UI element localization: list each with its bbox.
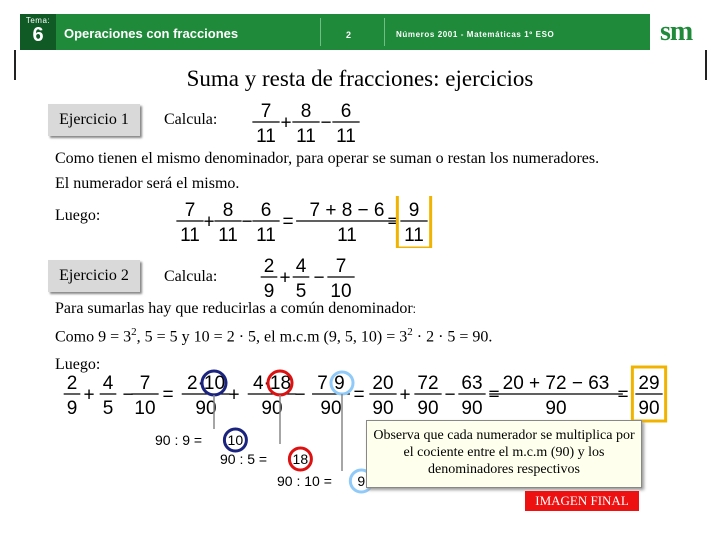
quotient-text: 90 : 5 = (220, 451, 268, 467)
fraction-numerator: 4·18 (252, 373, 292, 394)
fraction-denominator: 90 (372, 398, 394, 419)
page-number: 2 (346, 30, 352, 40)
header-title: Operaciones con fracciones (64, 26, 239, 41)
operator: + (280, 112, 292, 134)
operator: + (203, 211, 215, 233)
fraction-denominator: 90 (195, 398, 217, 419)
fraction-denominator: 90 (320, 398, 342, 419)
exercise1-label: Ejercicio 1 (48, 104, 140, 136)
fraction-numerator: 9 (408, 200, 420, 221)
fraction-numerator: 4 (295, 256, 307, 277)
header-separator (384, 18, 385, 46)
book-title: Números 2001 - Matemáticas 1º ESO (396, 30, 555, 39)
exercise2-line2-exp2: 2 (407, 326, 413, 338)
fraction-numerator: 72 (417, 373, 439, 394)
exercise2-line2-c: · 2 · 5 = 90. (412, 328, 493, 346)
quotient-value: 18 (292, 451, 309, 467)
fraction-numerator: 8 (300, 101, 312, 122)
fraction-denominator: 11 (337, 225, 357, 246)
operator: = (282, 211, 294, 233)
fraction-numerator: 7 (260, 101, 272, 122)
fraction-denominator: 11 (296, 126, 316, 144)
quotient-value: 10 (227, 432, 244, 448)
exercise2-line2 (55, 326, 492, 346)
fraction-denominator: 11 (256, 225, 276, 246)
exercise2-line2-exp1: 2 (131, 326, 137, 338)
explanation-note: Observa que cada numerador se multiplica por el cociente entre el m.c.m (90) y los denominadores respectivos (366, 420, 642, 488)
fraction-numerator: 20 + 72 − 63 (502, 373, 610, 394)
fraction-numerator: 6 (340, 101, 352, 122)
operator: − (122, 384, 134, 406)
fraction-denominator: 11 (404, 225, 424, 246)
fraction-denominator: 9 (66, 398, 78, 419)
fraction-numerator: 2 (263, 256, 275, 277)
operator: = (387, 211, 399, 233)
fraction-denominator: 11 (256, 126, 276, 144)
exercise1-expression (248, 98, 378, 144)
fraction-numerator: 6 (260, 200, 272, 221)
fraction-denominator: 90 (261, 398, 283, 419)
operator: − (444, 384, 456, 406)
fraction-denominator: 10 (330, 281, 352, 301)
operator: + (399, 384, 411, 406)
exercise2-label: Ejercicio 2 (48, 260, 140, 292)
operator: + (228, 384, 240, 406)
operator: = (617, 384, 629, 406)
operator: = (488, 384, 500, 406)
fraction-denominator: 90 (545, 398, 567, 419)
exercise2-prompt: Calcula: (164, 268, 218, 285)
quotient-text: 90 : 10 = (277, 473, 332, 489)
quotient-value: 9 (357, 473, 366, 489)
exercise1-explanation-line2: El numerador será el mismo. (55, 175, 240, 192)
tema-number: 6 (32, 24, 44, 46)
fraction-denominator: 9 (263, 281, 275, 301)
fraction-denominator: 10 (134, 398, 156, 419)
exercise2-line2-a: Como 9 = 3 (55, 328, 132, 346)
fraction-numerator: 2 (66, 373, 78, 394)
fraction-numerator: 2·10 (186, 373, 226, 394)
fraction-numerator: 7 (139, 373, 151, 394)
operator: − (241, 211, 253, 233)
fraction-numerator: 29 (638, 373, 660, 394)
exercise2-line1-text: Para sumarlas hay que reducirlas a común denominador (55, 300, 413, 317)
operator: − (320, 112, 332, 134)
tema-badge (20, 14, 56, 50)
exercise1-luego: Luego: (55, 207, 101, 224)
fraction-numerator: 7 (184, 200, 196, 221)
exercise2-expression (255, 255, 365, 301)
fraction-numerator: 7·9 (317, 373, 345, 394)
exercise1-solution (172, 196, 442, 248)
fraction-denominator: 90 (638, 398, 660, 419)
exercise2-line1 (55, 300, 416, 318)
tema-label: Tema: (25, 16, 51, 25)
operator: = (353, 384, 365, 406)
fraction-numerator: 4 (102, 373, 114, 394)
exercise1-explanation-line1: Como tienen el mismo denominador, para operar se suman o restan los numeradores. (55, 150, 600, 167)
exercise2-line1-colon: : (412, 302, 416, 316)
exercise1-prompt: Calcula: (164, 111, 218, 128)
operator: + (279, 267, 291, 289)
exercise2-line2-b: , 5 = 5 y 10 = 2 · 5, el m.c.m (9, 5, 10) = 3 (136, 328, 408, 346)
page-title: Suma y resta de fracciones: ejercicios (186, 66, 534, 91)
exercise2-luego: Luego: (55, 356, 101, 373)
sm-logo: sm (660, 16, 693, 47)
fraction-denominator: 11 (180, 225, 200, 246)
operator: − (294, 384, 306, 406)
operator: = (162, 384, 174, 406)
fraction-denominator: 90 (417, 398, 439, 419)
fraction-numerator: 63 (461, 373, 483, 394)
fraction-denominator: 5 (102, 398, 114, 419)
operator: − (313, 267, 325, 289)
fraction-denominator: 11 (336, 126, 356, 144)
fraction-denominator: 11 (218, 225, 238, 246)
fraction-numerator: 8 (222, 200, 234, 221)
header-separator (320, 18, 321, 46)
final-image-badge: IMAGEN FINAL (525, 491, 639, 511)
operator: + (83, 384, 95, 406)
fraction-denominator: 90 (461, 398, 483, 419)
quotient-text: 90 : 9 = (155, 432, 203, 448)
fraction-numerator: 7 (335, 256, 347, 277)
fraction-numerator: 20 (372, 373, 394, 394)
fraction-numerator: 7 + 8 − 6 (309, 200, 385, 221)
fraction-denominator: 5 (295, 281, 307, 301)
